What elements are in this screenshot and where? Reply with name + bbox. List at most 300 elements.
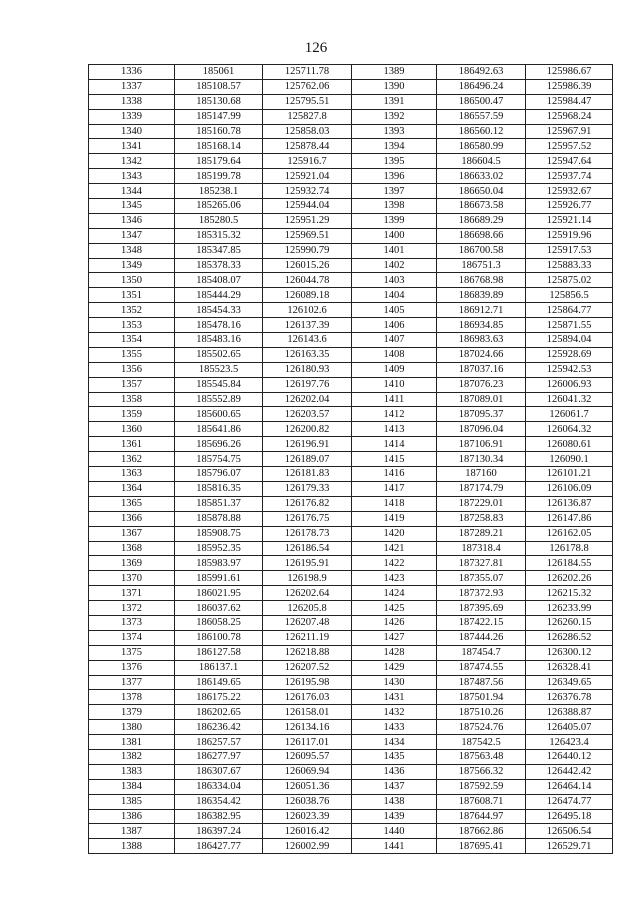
table-cell: 187566.32	[437, 764, 526, 779]
table-cell: 126495.18	[526, 809, 613, 824]
table-cell: 187037.16	[437, 362, 526, 377]
table-cell: 186496.24	[437, 79, 526, 94]
table-cell: 126211.19	[263, 630, 352, 645]
table-cell: 126300.12	[526, 645, 613, 660]
table-cell: 126069.94	[263, 764, 352, 779]
table-cell: 187542.5	[437, 735, 526, 750]
table-row	[89, 824, 613, 839]
table-cell: 125947.64	[526, 154, 613, 169]
table-cell: 1362	[89, 452, 175, 467]
table-cell: 1355	[89, 347, 175, 362]
table-row	[89, 94, 613, 109]
table-cell: 185502.65	[175, 347, 263, 362]
table-cell: 187229.01	[437, 496, 526, 511]
table-cell: 1390	[352, 79, 437, 94]
table-cell: 187395.69	[437, 601, 526, 616]
table-cell: 1436	[352, 764, 437, 779]
table-cell: 186236.42	[175, 720, 263, 735]
table-cell: 186202.65	[175, 705, 263, 720]
table-cell: 1383	[89, 764, 175, 779]
table-cell: 126136.87	[526, 496, 613, 511]
table-cell: 1344	[89, 184, 175, 199]
table-cell: 1403	[352, 273, 437, 288]
table-row	[89, 764, 613, 779]
table-cell: 185816.35	[175, 481, 263, 496]
table-cell: 1401	[352, 243, 437, 258]
table-row	[89, 362, 613, 377]
table-cell: 126202.64	[263, 586, 352, 601]
table-cell: 1433	[352, 720, 437, 735]
table-cell: 186492.63	[437, 65, 526, 80]
table-row	[89, 630, 613, 645]
table-cell: 1426	[352, 615, 437, 630]
table-cell: 1346	[89, 213, 175, 228]
table-cell: 126286.52	[526, 630, 613, 645]
table-cell: 1385	[89, 794, 175, 809]
table-cell: 1336	[89, 65, 175, 80]
table-cell: 126233.99	[526, 601, 613, 616]
table-row	[89, 318, 613, 333]
table-cell: 185908.75	[175, 526, 263, 541]
table-cell: 1347	[89, 228, 175, 243]
table-cell: 1358	[89, 392, 175, 407]
table-cell: 126376.78	[526, 690, 613, 705]
table-cell: 126180.93	[263, 362, 352, 377]
table-cell: 126179.33	[263, 481, 352, 496]
table-cell: 1411	[352, 392, 437, 407]
table-cell: 1421	[352, 541, 437, 556]
table-cell: 186175.22	[175, 690, 263, 705]
table-cell: 1340	[89, 124, 175, 139]
table-cell: 1438	[352, 794, 437, 809]
table-cell: 126202.04	[263, 392, 352, 407]
table-cell: 186751.3	[437, 258, 526, 273]
table-cell: 125968.24	[526, 109, 613, 124]
table-cell: 126215.32	[526, 586, 613, 601]
table-cell: 186137.1	[175, 660, 263, 675]
table-cell: 126196.91	[263, 437, 352, 452]
table-cell: 185851.37	[175, 496, 263, 511]
table-cell: 1341	[89, 139, 175, 154]
table-row	[89, 481, 613, 496]
table-cell: 125969.51	[263, 228, 352, 243]
table-cell: 1416	[352, 467, 437, 482]
table-cell: 186277.97	[175, 749, 263, 764]
table-cell: 187130.34	[437, 452, 526, 467]
table-cell: 1354	[89, 333, 175, 348]
table-cell: 125921.04	[263, 169, 352, 184]
table-cell: 187258.83	[437, 511, 526, 526]
table-cell: 1342	[89, 154, 175, 169]
table-cell: 186673.58	[437, 199, 526, 214]
table-cell: 125957.52	[526, 139, 613, 154]
table-cell: 186149.65	[175, 675, 263, 690]
table-row	[89, 258, 613, 273]
table-cell: 1375	[89, 645, 175, 660]
table-cell: 125951.29	[263, 213, 352, 228]
table-cell: 1420	[352, 526, 437, 541]
table-cell: 1374	[89, 630, 175, 645]
table-row	[89, 690, 613, 705]
table-cell: 1413	[352, 422, 437, 437]
table-cell: 185600.65	[175, 407, 263, 422]
table-cell: 1388	[89, 839, 175, 854]
table-cell: 1363	[89, 467, 175, 482]
table-cell: 185130.68	[175, 94, 263, 109]
table-cell: 1338	[89, 94, 175, 109]
table-cell: 125894.04	[526, 333, 613, 348]
table-cell: 1410	[352, 377, 437, 392]
table-cell: 187076.23	[437, 377, 526, 392]
table-cell: 187372.93	[437, 586, 526, 601]
table-cell: 1415	[352, 452, 437, 467]
table-cell: 1409	[352, 362, 437, 377]
table-cell: 1427	[352, 630, 437, 645]
table-cell: 187289.21	[437, 526, 526, 541]
table-row	[89, 124, 613, 139]
table-cell: 126186.54	[263, 541, 352, 556]
page-number: 126	[304, 40, 328, 56]
table-cell: 1408	[352, 347, 437, 362]
table-cell: 185147.99	[175, 109, 263, 124]
table-cell: 1395	[352, 154, 437, 169]
table-cell: 1428	[352, 645, 437, 660]
coordinates-table-body	[89, 65, 613, 854]
table-cell: 186983.63	[437, 333, 526, 348]
table-cell: 185952.35	[175, 541, 263, 556]
table-cell: 185483.16	[175, 333, 263, 348]
table-cell: 126015.26	[263, 258, 352, 273]
table-cell: 185238.1	[175, 184, 263, 199]
table-cell: 126016.42	[263, 824, 352, 839]
table-row	[89, 571, 613, 586]
table-cell: 1400	[352, 228, 437, 243]
table-cell: 1372	[89, 601, 175, 616]
table-cell: 186768.98	[437, 273, 526, 288]
table-cell: 1422	[352, 556, 437, 571]
table-cell: 1361	[89, 437, 175, 452]
table-cell: 1423	[352, 571, 437, 586]
table-row	[89, 303, 613, 318]
table-cell: 126328.41	[526, 660, 613, 675]
table-cell: 186382.95	[175, 809, 263, 824]
table-cell: 185991.61	[175, 571, 263, 586]
table-cell: 186604.5	[437, 154, 526, 169]
table-cell: 185523.5	[175, 362, 263, 377]
table-cell: 1405	[352, 303, 437, 318]
table-cell: 186100.78	[175, 630, 263, 645]
table-cell: 125967.91	[526, 124, 613, 139]
table-cell: 1418	[352, 496, 437, 511]
table-cell: 1414	[352, 437, 437, 452]
table-cell: 1373	[89, 615, 175, 630]
table-cell: 1380	[89, 720, 175, 735]
table-cell: 1435	[352, 749, 437, 764]
table-cell: 185641.86	[175, 422, 263, 437]
table-cell: 185754.75	[175, 452, 263, 467]
table-cell: 125944.04	[263, 199, 352, 214]
table-row	[89, 333, 613, 348]
table-cell: 1407	[352, 333, 437, 348]
table-cell: 125858.03	[263, 124, 352, 139]
table-row	[89, 749, 613, 764]
table-cell: 1339	[89, 109, 175, 124]
table-cell: 187327.81	[437, 556, 526, 571]
table-cell: 126134.16	[263, 720, 352, 735]
table-row	[89, 794, 613, 809]
table-cell: 1350	[89, 273, 175, 288]
table-cell: 126195.98	[263, 675, 352, 690]
table-cell: 126061.7	[526, 407, 613, 422]
table-cell: 185408.07	[175, 273, 263, 288]
table-cell: 187592.59	[437, 779, 526, 794]
table-cell: 125878.44	[263, 139, 352, 154]
table-cell: 185265.06	[175, 199, 263, 214]
table-cell: 187089.01	[437, 392, 526, 407]
table-cell: 126158.01	[263, 705, 352, 720]
table-cell: 125926.77	[526, 199, 613, 214]
table-cell: 185878.88	[175, 511, 263, 526]
table-row	[89, 243, 613, 258]
table-cell: 1366	[89, 511, 175, 526]
table-cell: 187644.97	[437, 809, 526, 824]
table-cell: 126176.82	[263, 496, 352, 511]
table-row	[89, 839, 613, 854]
table-row	[89, 601, 613, 616]
table-cell: 187524.76	[437, 720, 526, 735]
table-cell: 125762.06	[263, 79, 352, 94]
table-cell: 1397	[352, 184, 437, 199]
table-cell: 186037.62	[175, 601, 263, 616]
table-cell: 125711.78	[263, 65, 352, 80]
table-cell: 187422.15	[437, 615, 526, 630]
table-cell: 1357	[89, 377, 175, 392]
table-row	[89, 377, 613, 392]
table-cell: 187695.41	[437, 839, 526, 854]
coordinates-table	[88, 64, 613, 854]
table-cell: 185545.84	[175, 377, 263, 392]
table-cell: 1379	[89, 705, 175, 720]
table-cell: 1369	[89, 556, 175, 571]
table-row	[89, 392, 613, 407]
table-cell: 125921.14	[526, 213, 613, 228]
table-cell: 187160	[437, 467, 526, 482]
table-cell: 186334.04	[175, 779, 263, 794]
table-cell: 187355.07	[437, 571, 526, 586]
table-cell: 126038.76	[263, 794, 352, 809]
table-cell: 187096.04	[437, 422, 526, 437]
table-cell: 125919.96	[526, 228, 613, 243]
table-cell: 1381	[89, 735, 175, 750]
table-row	[89, 273, 613, 288]
table-cell: 1430	[352, 675, 437, 690]
table-row	[89, 65, 613, 80]
table-cell: 125875.02	[526, 273, 613, 288]
table-cell: 126442.42	[526, 764, 613, 779]
table-cell: 1343	[89, 169, 175, 184]
table-cell: 126195.91	[263, 556, 352, 571]
table-cell: 187608.71	[437, 794, 526, 809]
table-cell: 186307.67	[175, 764, 263, 779]
table-cell: 1348	[89, 243, 175, 258]
table-cell: 126106.09	[526, 481, 613, 496]
table-cell: 126101.21	[526, 467, 613, 482]
table-cell: 1431	[352, 690, 437, 705]
table-cell: 186557.59	[437, 109, 526, 124]
table-cell: 1364	[89, 481, 175, 496]
table-cell: 126064.32	[526, 422, 613, 437]
table-cell: 126184.55	[526, 556, 613, 571]
table-row	[89, 467, 613, 482]
table-cell: 126200.82	[263, 422, 352, 437]
table-cell: 187662.86	[437, 824, 526, 839]
table-row	[89, 541, 613, 556]
table-cell: 187444.26	[437, 630, 526, 645]
table-cell: 185315.32	[175, 228, 263, 243]
table-cell: 125937.74	[526, 169, 613, 184]
table-cell: 126260.15	[526, 615, 613, 630]
table-cell: 186912.71	[437, 303, 526, 318]
table-row	[89, 452, 613, 467]
table-cell: 1345	[89, 199, 175, 214]
table-cell: 126080.61	[526, 437, 613, 452]
table-row	[89, 79, 613, 94]
table-cell: 187474.55	[437, 660, 526, 675]
table-cell: 126474.77	[526, 794, 613, 809]
table-cell: 126163.35	[263, 347, 352, 362]
table-cell: 125827.8	[263, 109, 352, 124]
table-cell: 1371	[89, 586, 175, 601]
table-cell: 186650.04	[437, 184, 526, 199]
table-cell: 126440.12	[526, 749, 613, 764]
table-cell: 1440	[352, 824, 437, 839]
table-row	[89, 720, 613, 735]
table-row	[89, 109, 613, 124]
table-cell: 126178.8	[526, 541, 613, 556]
table-cell: 1359	[89, 407, 175, 422]
table-cell: 186700.58	[437, 243, 526, 258]
table-cell: 126198.9	[263, 571, 352, 586]
table-cell: 126181.83	[263, 467, 352, 482]
table-cell: 185696.26	[175, 437, 263, 452]
table-cell: 125916.7	[263, 154, 352, 169]
table-cell: 126189.07	[263, 452, 352, 467]
table-cell: 126464.14	[526, 779, 613, 794]
table-cell: 186689.29	[437, 213, 526, 228]
table-row	[89, 407, 613, 422]
table-cell: 125986.67	[526, 65, 613, 80]
table-cell: 126423.4	[526, 735, 613, 750]
table-cell: 1389	[352, 65, 437, 80]
table-cell: 185796.07	[175, 467, 263, 482]
table-row	[89, 735, 613, 750]
table-cell: 125883.33	[526, 258, 613, 273]
table-cell: 1394	[352, 139, 437, 154]
table-cell: 1360	[89, 422, 175, 437]
table-cell: 125856.5	[526, 288, 613, 303]
table-cell: 126162.05	[526, 526, 613, 541]
table-cell: 125932.67	[526, 184, 613, 199]
table-cell: 187563.48	[437, 749, 526, 764]
table-cell: 126143.6	[263, 333, 352, 348]
table-cell: 1406	[352, 318, 437, 333]
table-cell: 126095.57	[263, 749, 352, 764]
table-cell: 126023.39	[263, 809, 352, 824]
table-cell: 185552.89	[175, 392, 263, 407]
table-cell: 125942.53	[526, 362, 613, 377]
table-cell: 126203.57	[263, 407, 352, 422]
table-cell: 186500.47	[437, 94, 526, 109]
table-row	[89, 511, 613, 526]
table-cell: 185378.33	[175, 258, 263, 273]
table-row	[89, 809, 613, 824]
table-cell: 1419	[352, 511, 437, 526]
table-cell: 185983.97	[175, 556, 263, 571]
table-cell: 1353	[89, 318, 175, 333]
table-row	[89, 779, 613, 794]
table-cell: 126176.75	[263, 511, 352, 526]
table-cell: 185478.16	[175, 318, 263, 333]
table-cell: 186633.02	[437, 169, 526, 184]
table-cell: 187454.7	[437, 645, 526, 660]
table-cell: 1368	[89, 541, 175, 556]
table-cell: 1377	[89, 675, 175, 690]
table-cell: 187318.4	[437, 541, 526, 556]
table-cell: 125871.55	[526, 318, 613, 333]
table-cell: 126089.18	[263, 288, 352, 303]
table-cell: 1404	[352, 288, 437, 303]
table-row	[89, 154, 613, 169]
table-cell: 126207.48	[263, 615, 352, 630]
table-row	[89, 645, 613, 660]
table-cell: 187501.94	[437, 690, 526, 705]
table-cell: 126405.07	[526, 720, 613, 735]
table-row	[89, 288, 613, 303]
table-cell: 126117.01	[263, 735, 352, 750]
table-cell: 1365	[89, 496, 175, 511]
table-row	[89, 184, 613, 199]
table-cell: 186354.42	[175, 794, 263, 809]
table-cell: 1387	[89, 824, 175, 839]
table-cell: 185280.5	[175, 213, 263, 228]
table-cell: 126205.8	[263, 601, 352, 616]
table-cell: 126041.32	[526, 392, 613, 407]
table-cell: 126006.93	[526, 377, 613, 392]
table-cell: 125917.53	[526, 243, 613, 258]
table-cell: 1432	[352, 705, 437, 720]
table-cell: 126147.86	[526, 511, 613, 526]
table-row	[89, 437, 613, 452]
table-cell: 1425	[352, 601, 437, 616]
table-row	[89, 347, 613, 362]
table-cell: 1392	[352, 109, 437, 124]
table-cell: 1441	[352, 839, 437, 854]
table-cell: 125984.47	[526, 94, 613, 109]
table-cell: 126506.54	[526, 824, 613, 839]
table-cell: 187024.66	[437, 347, 526, 362]
table-cell: 1367	[89, 526, 175, 541]
table-row	[89, 615, 613, 630]
table-cell: 126529.71	[526, 839, 613, 854]
table-cell: 185160.78	[175, 124, 263, 139]
table-cell: 1437	[352, 779, 437, 794]
table-row	[89, 556, 613, 571]
table-cell: 1399	[352, 213, 437, 228]
table-row	[89, 526, 613, 541]
table-cell: 1439	[352, 809, 437, 824]
table-row	[89, 199, 613, 214]
table-cell: 1351	[89, 288, 175, 303]
